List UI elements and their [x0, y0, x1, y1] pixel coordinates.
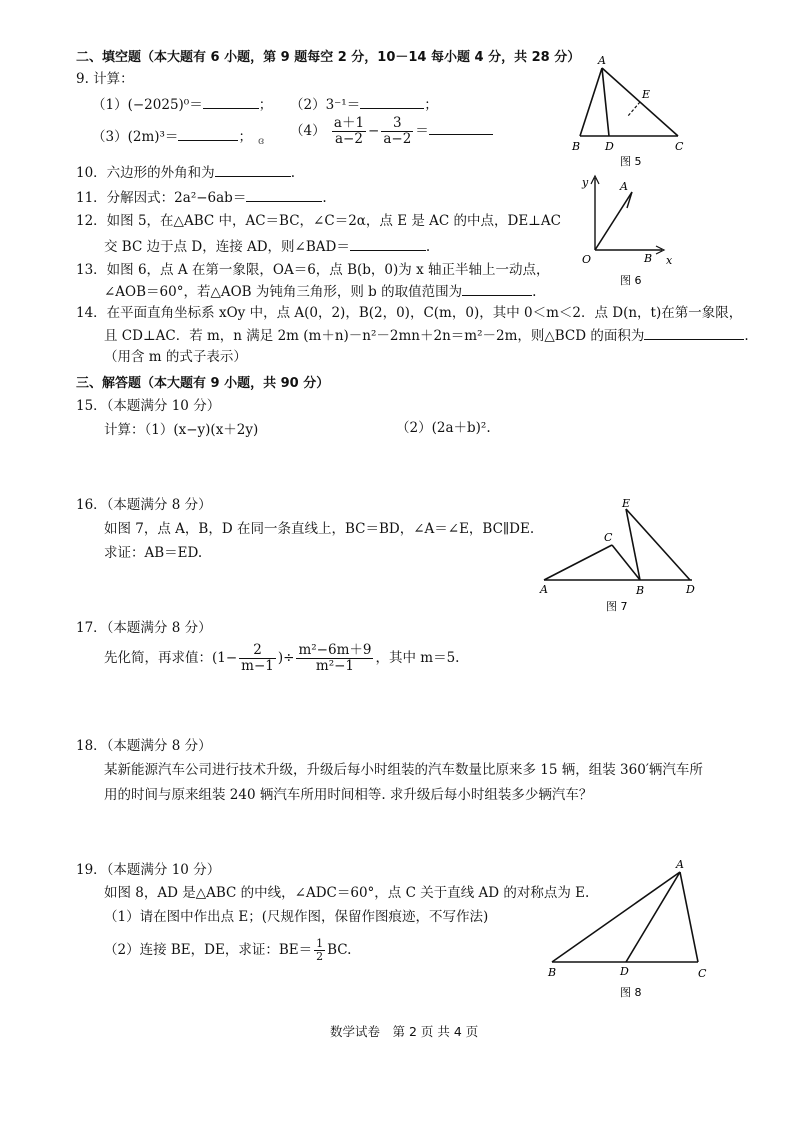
q16-title: 16．（本题满分 8 分）	[76, 497, 212, 513]
q15-title: 15．（本题满分 10 分）	[76, 398, 221, 414]
separator: ；	[424, 97, 438, 113]
q14-line2	[104, 327, 749, 345]
q19-line2: （1）请在图中作出点 E；(尺规作图，保留作图痕迹，不写作法)	[104, 909, 489, 925]
q17-pre: 先化简，再求值：(1−	[104, 649, 238, 666]
period: .	[425, 239, 431, 255]
q17-fraction-1: $\frac{2}{m-1}$	[241, 642, 274, 674]
fig5-label-c: C	[675, 140, 684, 153]
fig7-label-b: B	[636, 584, 645, 597]
q19-line1: 如图 8，AD 是△ABC 的中线，∠ADC＝60°，点 C 关于直线 AD 的对称点为 E.	[104, 885, 590, 901]
q9-part3-label: （3）	[92, 129, 128, 145]
q17-title: 17．（本题满分 8 分）	[76, 620, 212, 636]
fig5-caption: 图 5	[620, 155, 642, 168]
q19-post: BC.	[327, 942, 352, 959]
q9-fraction-2: $\frac{3}{a-2}$	[383, 115, 412, 147]
q13-text: ∠AOB＝60°，若△AOB 为钝角三角形，则 b 的取值范围为	[104, 284, 463, 300]
figure-6	[570, 170, 680, 290]
q16-line1: 如图 7，点 A，B，D 在同一条直线上，BC＝BD，∠A＝∠E，BC∥DE.	[104, 521, 535, 537]
q11-text: 11．分解因式：2a²−6ab＝	[76, 190, 247, 206]
fig8-caption: 图 8	[620, 986, 642, 999]
fig7-label-e: E	[622, 497, 631, 510]
answer-blank[interactable]	[644, 327, 744, 340]
q18-line1: 某新能源汽车公司进行技术升级，升级后每小时组装的汽车数量比原来多 15 辆，组装 360′辆汽车所	[104, 762, 703, 778]
fig7-label-d: D	[686, 583, 695, 596]
q16-line2: 求证：AB＝ED.	[104, 545, 203, 561]
period: .	[322, 190, 327, 206]
q15-part2: （2）(2a＋b)².	[396, 420, 491, 436]
q9-part2	[290, 96, 438, 114]
q12-line2	[104, 238, 430, 256]
fig5-label-a: A	[598, 54, 606, 67]
period: .	[290, 165, 295, 181]
q18-title: 18．（本题满分 8 分）	[76, 738, 212, 754]
q19-line3	[104, 938, 351, 963]
q18-line2: 用的时间与原来组装 240 辆汽车所用时间相等. 求升级后每小时组装多少辆汽车？	[104, 787, 593, 803]
answer-blank[interactable]	[462, 283, 532, 296]
stray-mark: ɞ	[258, 136, 265, 147]
q9-part2-label: （2）	[290, 97, 326, 113]
period: .	[532, 284, 537, 300]
fig8-label-c: C	[698, 967, 707, 980]
fig5-label-e: E	[642, 88, 651, 101]
fig6-label-x: x	[666, 254, 673, 267]
q17-fraction-2: $\frac{\text{m²−6m＋9}}{\text{m²−1}}$	[298, 642, 372, 674]
figure-8	[540, 855, 720, 1005]
answer-blank[interactable]	[203, 96, 259, 109]
q9-part4-label: （4）	[290, 122, 326, 139]
fig6-caption: 图 6	[620, 274, 642, 287]
figure-7	[536, 495, 706, 615]
separator: ；	[258, 97, 273, 113]
section-2-heading: 二、填空题（本大题有 6 小题，第 9 题每空 2 分，10－14 每小题 4 分，共 28 分）	[76, 50, 581, 65]
fig6-label-o: O	[582, 253, 592, 266]
fig7-caption: 图 7	[606, 600, 628, 613]
q9-part3	[92, 128, 252, 146]
period: .	[744, 328, 749, 344]
q14-line1: 14．在平面直角坐标系 xOy 中，点 A(0，2)，B(2，0)，C(m，0)，其中 0＜m＜2．点 D(n，t)在第一象限，	[76, 305, 743, 321]
q9-fraction-1: $\frac{a+1}{a-2}$	[333, 115, 365, 147]
minus-sign: −	[368, 122, 380, 139]
answer-blank[interactable]	[215, 164, 291, 177]
section-3-heading: 三、解答题（本大题有 9 小题，共 90 分）	[76, 376, 330, 391]
q13-line1: 13．如图 6，点 A 在第一象限，OA＝6，点 B(b，0)为 x 轴正半轴上一动点，	[76, 262, 550, 278]
q19-text: （2）连接 BE，DE，求证：BE＝	[104, 942, 313, 959]
fig6-label-a: A	[620, 180, 628, 193]
q11	[76, 189, 327, 207]
figure-5	[560, 50, 700, 170]
page-footer: 数学试卷 第 2 页 共 4 页	[330, 1024, 479, 1039]
answer-blank[interactable]	[360, 96, 424, 109]
fig5-label-b: B	[572, 140, 581, 153]
q13-line2	[104, 283, 536, 301]
fig5-label-d: D	[605, 140, 614, 153]
q14-text: 且 CD⊥AC．若 m，n 满足 2m (m＋n)－n²－2mn＋2n＝m²－2m，则△BCD 的面积为	[104, 328, 645, 344]
fig7-label-a: A	[540, 583, 548, 596]
separator: ；	[238, 129, 252, 145]
q19-fraction: $\frac{1}{2}$	[316, 937, 324, 964]
q9-part1-label: （1）	[92, 97, 128, 113]
q12-text: 交 BC 边于点 D，连接 AD，则∠BAD＝	[104, 239, 350, 255]
q17-mid: )÷	[277, 649, 295, 666]
q9-part2-expr: 3⁻¹＝	[325, 97, 361, 113]
q14-line3: （用含 m 的式子表示）	[104, 349, 247, 365]
answer-blank[interactable]	[178, 128, 238, 141]
answer-blank[interactable]	[429, 122, 493, 135]
fig8-label-b: B	[548, 966, 557, 979]
q9-part4	[290, 116, 493, 147]
q10	[76, 164, 295, 182]
equals-sign: ＝	[415, 122, 429, 139]
q9-part1-expr: (−2025)⁰＝	[127, 97, 203, 113]
q9-part3-expr: (2m)³＝	[127, 129, 179, 145]
q9-stem: 9. 计算：	[76, 71, 134, 87]
fig8-label-a: A	[676, 858, 684, 871]
q9-part1	[92, 96, 272, 114]
fig6-label-b: B	[644, 252, 653, 265]
fig6-label-y: y	[582, 176, 589, 189]
q15-part1: 计算：（1）(x−y)(x＋2y)	[104, 422, 259, 438]
q17-expression	[104, 643, 459, 674]
q12-line1: 12．如图 5，在△ABC 中，AC＝BC，∠C＝2α，点 E 是 AC 的中点，DE⊥AC	[76, 213, 561, 229]
fig8-label-d: D	[620, 965, 629, 978]
q10-text: 10．六边形的外角和为	[76, 165, 215, 181]
answer-blank[interactable]	[350, 238, 426, 251]
fig7-label-c: C	[604, 531, 613, 544]
answer-blank[interactable]	[246, 189, 322, 202]
q19-title: 19．（本题满分 10 分）	[76, 862, 221, 878]
q17-post: ，其中 m＝5.	[375, 649, 460, 666]
